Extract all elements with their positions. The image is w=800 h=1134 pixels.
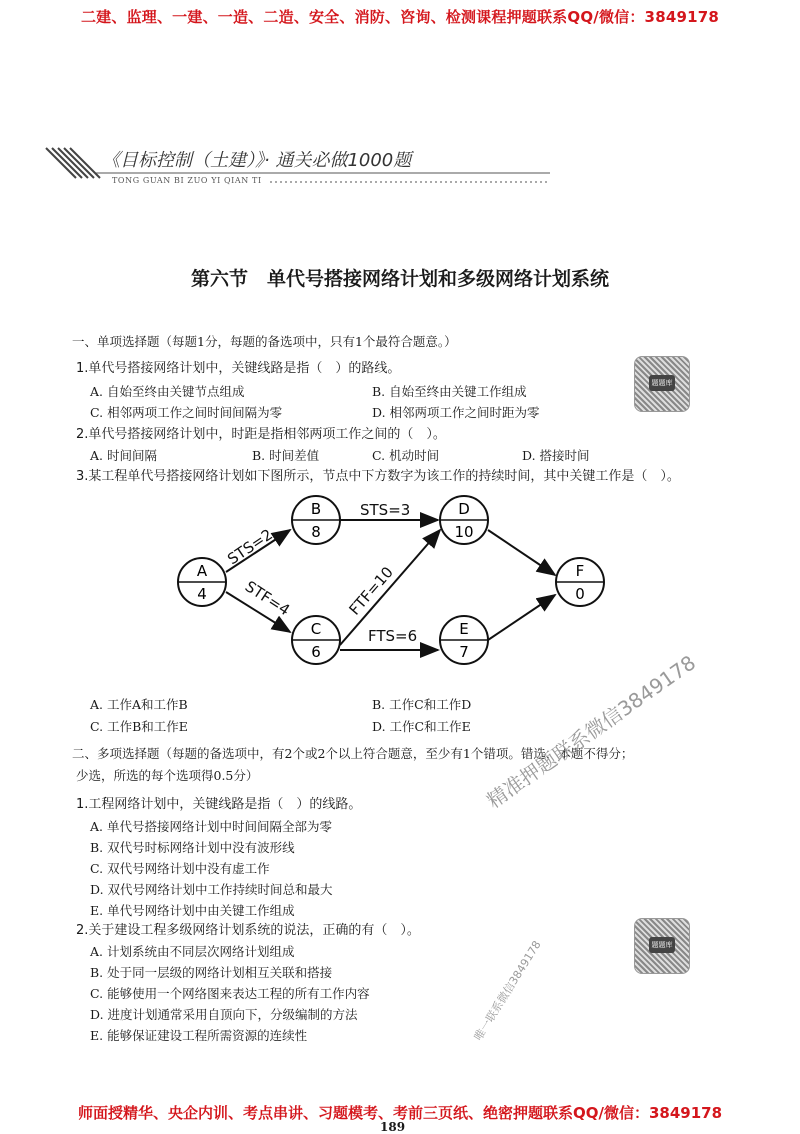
q2-stem: 2.单代号搭接网络计划中，时距是指相邻两项工作之间的（ ）。 [76,427,446,442]
mq1-option-e: E. 单代号网络计划中由关键工作组成 [90,903,295,918]
node-duration: 7 [459,643,469,661]
book-subtitle: TONG GUAN BI ZUO YI QIAN TI [112,176,262,185]
node-label: D [458,500,470,518]
mq2-option-b: B. 处于同一层级的网络计划相互关联和搭接 [90,965,333,980]
link-label-c-e: FTS=6 [368,627,418,645]
node-duration: 10 [454,523,474,541]
qr-code-icon: 题题库 [634,918,690,974]
link-label-c-d: FTF=10 [345,563,397,619]
part2-heading-line2: 少选，所选的每个选项得0.5分） [76,768,259,783]
node-f [556,558,604,606]
mq1-option-b: B. 双代号时标网络计划中没有波形线 [90,840,295,855]
link-label-b-d: STS=3 [360,501,411,519]
qr-code-icon: 题题库 [634,356,690,412]
link-d-f [488,530,555,575]
mq2-option-c: C. 能够使用一个网络图来表达工程的所有工作内容 [90,986,370,1001]
node-label: C [310,620,322,638]
book-header [40,142,560,194]
q3-option-b: B. 工作C和工作D [372,697,472,712]
part1-heading: 一、单项选择题（每题1分，每题的备选项中，只有1个最符合题意。） [72,334,457,349]
mq2-stem: 2.关于建设工程多级网络计划系统的说法，正确的有（ ）。 [76,923,420,938]
node-duration: 0 [575,585,585,603]
watermark-large: 精准押题联系微信3849178 [482,650,701,813]
q3-stem: 3.某工程单代号搭接网络计划如下图所示，节点中下方数字为该工作的持续时间，其中关键工作是（ ）。 [76,469,680,484]
q2-option-c: C. 机动时间 [372,448,440,463]
node-e [440,616,488,664]
mq2-option-a: A. 计划系统由不同层次网络计划组成 [90,944,295,959]
top-banner: 二建、监理、一建、一造、二造、安全、消防、咨询、检测课程押题联系QQ/微信：3849178 [80,8,720,26]
book-title: 《目标控制（土建）》· 通关必做1000题 [102,150,412,171]
node-duration: 4 [197,585,207,603]
node-c [292,616,340,664]
q3-option-a: A. 工作A和工作B [90,697,188,712]
mq1-stem: 1.工程网络计划中，关键线路是指（ ）的线路。 [76,797,362,812]
node-d [440,496,488,544]
node-duration: 6 [311,643,321,661]
mq1-option-c: C. 双代号网络计划中没有虚工作 [90,861,270,876]
q2-option-a: A. 时间间隔 [90,448,157,463]
watermark-small: 唯一联系微信3849178 [471,938,544,1043]
mq1-option-d: D. 双代号网络计划中工作持续时间总和最大 [90,882,333,897]
q1-option-c: C. 相邻两项工作之间时间间隔为零 [90,405,283,420]
mq1-option-a: A. 单代号搭接网络计划中时间间隔全部为零 [90,819,332,834]
node-label: A [196,562,208,580]
q2-option-b: B. 时间差值 [252,448,320,463]
q3-option-c: C. 工作B和工作E [90,719,188,734]
section-title: 第六节 单代号搭接网络计划和多级网络计划系统 [190,268,609,290]
part2-heading-line1: 二、多项选择题（每题的备选项中，有2个或2个以上符合题意，至少有1个错项。错选，本题不得分； [72,746,634,761]
q1-option-b: B. 自始至终由关键工作组成 [372,384,527,399]
node-label: F [575,562,585,580]
mq2-option-e: E. 能够保证建设工程所需资源的连续性 [90,1028,308,1043]
node-a [178,558,226,606]
q1-option-d: D. 相邻两项工作之间时距为零 [372,405,540,420]
q2-option-d: D. 搭接时间 [522,448,590,463]
page-number: 189 [380,1120,406,1134]
q1-stem: 1.单代号搭接网络计划中，关键线路是指（ ）的路线。 [76,361,401,376]
link-label-a-c: STF=4 [241,577,294,620]
node-label: B [310,500,322,518]
node-b [292,496,340,544]
node-label: E [459,620,469,638]
link-label-a-b: STS=2 [224,525,276,569]
link-e-f [488,595,555,640]
q1-option-a: A. 自始至终由关键节点组成 [90,384,245,399]
node-duration: 8 [311,523,321,541]
mq2-option-d: D. 进度计划通常采用自顶向下，分级编制的方法 [90,1007,358,1022]
q3-option-d: D. 工作C和工作E [372,719,471,734]
bottom-banner: 师面授精华、央企内训、考点串讲、习题模考、考前三页纸、绝密押题联系QQ/微信：3849178 [77,1104,723,1122]
